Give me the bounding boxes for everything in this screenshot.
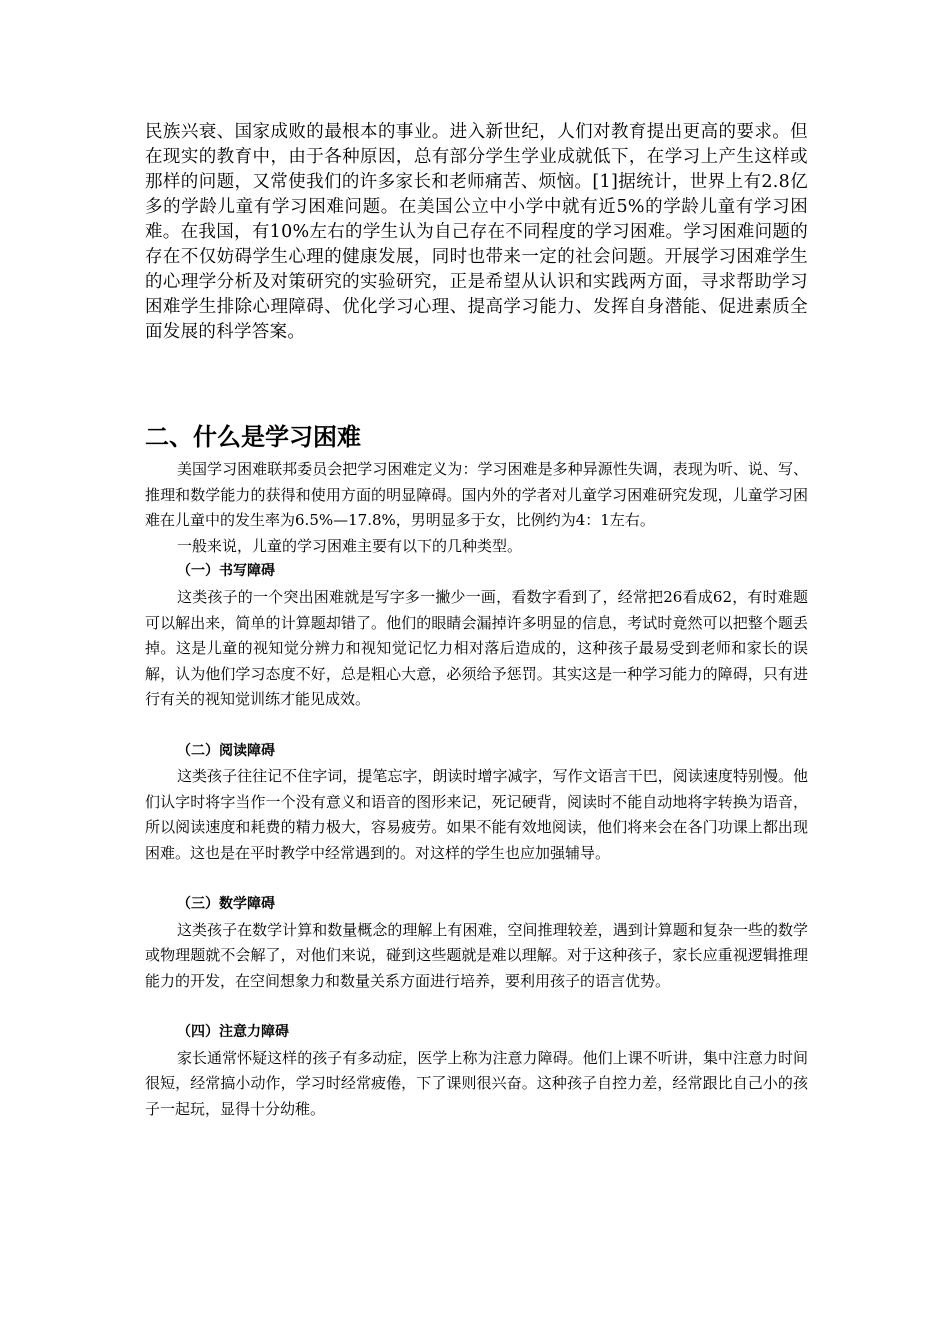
attention-disorder-paragraph: 家长通常怀疑这样的孩子有多动症，医学上称为注意力障碍。他们上课不听讲，集中注意力时间很短，经常搞小动作，学习时经常疲倦，下了课则很兴奋。这种孩子自控力差，经常跟比自己小的孩子一起玩，显得十分幼稚。 [145, 1048, 808, 1118]
reading-disorder-paragraph: 这类孩子往往记不住字词，提笔忘字，朗读时增字减字，写作文语言干巴，阅读速度特别慢。他们认字时将字当作一个没有意义和语音的图形来记，死记硬背，阅读时不能自动地将字转换为语音，所以阅读速度和耗费的精力极大，容易疲劳。如果不能有效地阅读，他们将来会在各门功课上都出现困难。这也是在平时教学中经常遇到的。对这样的学生也应加强辅导。 [145, 767, 808, 862]
writing-disorder-paragraph: 这类孩子的一个突出困难就是写字多一撇少一画，看数字看到了，经常把26看成62，有时难题可以解出来，简单的计算题却错了。他们的眼睛会漏掉许多明显的信息，考试时竟然可以把整个题丢掉。这是儿童的视知觉分辨力和视知觉记忆力相对落后造成的，这种孩子最易受到老师和家长的误解，认为他们学习态度不好，总是粗心大意，必须给予惩罚。其实这是一种学习能力的障碍，只有进行有关的视知觉训练才能见成效。 [145, 587, 808, 709]
subheading-reading-disorder: （二）阅读障碍 [177, 742, 275, 759]
spacer [145, 994, 808, 1020]
section-title-what-is-learning-difficulty: 二、什么是学习困难 [145, 423, 361, 451]
types-intro-paragraph: 一般来说，儿童的学习困难主要有以下的几种类型。 [177, 536, 523, 555]
document-page [145, 120, 808, 1122]
intro-section [145, 120, 808, 345]
intro-paragraph: 民族兴衰、国家成败的最根本的事业。进入新世纪，人们对教育提出更高的要求。但在现实的教育中，由于各种原因，总有部分学生学业成就低下，在学习上产生这样或那样的问题，又常使我们的许多家长和老师痛苦、烦恼。[1]据统计，世界上有2.8亿多的学龄儿童有学习困难问题。在美国公立中小学中就有近5%的学龄儿童有学习困难。在我国，有10%左右的学生认为自己存在不同程度的学习困难。学习困难问题的存在不仅妨碍学生心理的健康发展，同时也带来一定的社会问题。开展学习困难学生的心理学分析及对策研究的实验研究，正是希望从认识和实践两方面，寻求帮助学习困难学生排除心理障碍、优化学习心理、提高学习能力、发挥自身潜能、促进素质全面发展的科学答案。 [145, 122, 808, 342]
subheading-math-disorder: （三）数学障碍 [177, 896, 275, 913]
math-disorder-paragraph: 这类孩子在数学计算和数量概念的理解上有困难，空间推理较差，遇到计算题和复杂一些的数学或物理题就不会解了，对他们来说，碰到这些题就是难以理解。对于这种孩子，家长应重视逻辑推理能力的开发，在空间想象力和数量关系方面进行培养，要利用孩子的语言优势。 [145, 920, 808, 990]
subheading-attention-disorder: （四）注意力障碍 [177, 1024, 289, 1041]
spacer [145, 867, 808, 893]
spacer [145, 713, 808, 739]
section-body [145, 457, 808, 1122]
definition-paragraph: 美国学习困难联邦委员会把学习困难定义为：学习困难是多种异源性失调，表现为听、说、写、推理和数学能力的获得和使用方面的明显障碍。国内外的学者对儿童学习困难研究发现，儿童学习困难在儿童中的发生率为6.5%—17.8%，男明显多于女，比例约为4：1左右。 [145, 460, 808, 530]
subheading-writing-disorder: （一）书写障碍 [177, 563, 275, 580]
